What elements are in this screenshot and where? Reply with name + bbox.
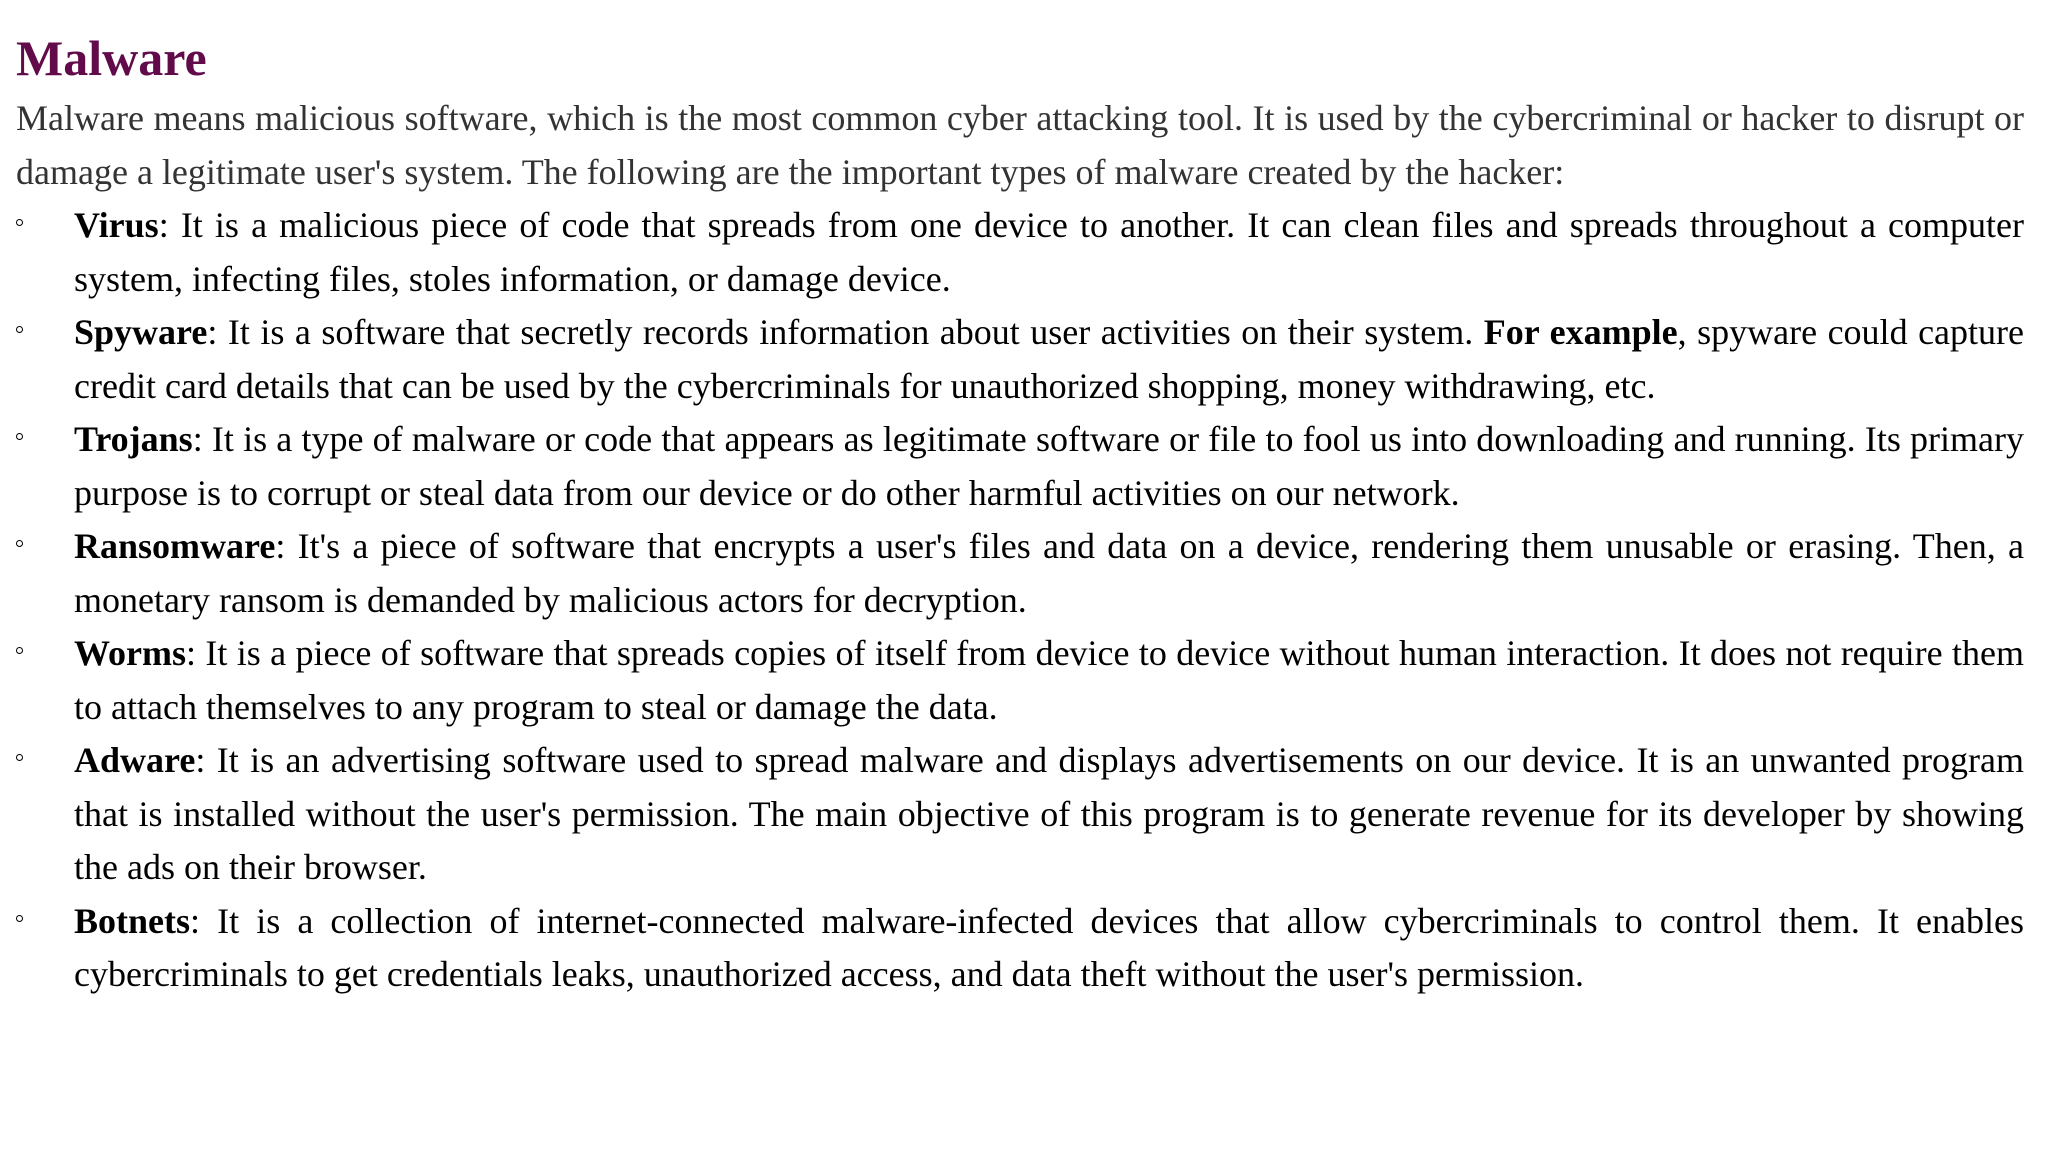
description-adware: : It is an advertising software used to spread malware and displays advertisements on our device. It is an unwanted program that is installed without the user's permission. The main objective of this program is to generate revenue for its developer by showing the ads on their browser. (74, 740, 2024, 887)
intro-paragraph: Malware means malicious software, which is the most common cyber attacking tool. It is used by the cybercriminal or hacker to disrupt or damage a legitimate user's system. The following are the important types of malware created by the hacker: (16, 98, 2024, 192)
term-worms: Worms (74, 633, 186, 673)
circle-bullet-icon (16, 647, 23, 654)
description-virus: : It is a malicious piece of code that spreads from one device to another. It can clean files and spreads throughout a computer system, infecting files, stoles information, or damage device. (74, 205, 2024, 299)
emphasis-for-example: For example (1483, 312, 1678, 352)
term-ransomware: Ransomware (74, 526, 276, 566)
term-botnets: Botnets (74, 900, 190, 941)
list-item-virus (16, 199, 2024, 306)
term-adware: Adware (74, 740, 196, 780)
term-virus: Virus (74, 205, 159, 245)
page-title: Malware (16, 30, 207, 86)
description-ransomware: : It's a piece of software that encrypts a user's files and data on a device, rendering them unusable or erasing. Then, a monetary ransom is demanded by malicious actors for decryption. (74, 526, 2024, 620)
circle-bullet-icon (16, 540, 23, 547)
list-item-adware (16, 734, 2024, 895)
description-spyware-continued: , spyware could capture credit card details that can be used by the cybercriminals for unauthorized shopping, money withdrawing, etc. (74, 312, 2025, 406)
circle-bullet-icon (16, 754, 23, 761)
circle-bullet-icon (16, 326, 23, 333)
list-item-worms (16, 627, 2024, 734)
term-trojans: Trojans (74, 419, 193, 459)
circle-bullet-icon (16, 219, 23, 226)
description-spyware: : It is a software that secretly records information about user activities on their system. (207, 312, 1484, 352)
malware-types-list (16, 199, 2024, 1002)
circle-bullet-icon (16, 433, 23, 440)
circle-bullet-icon (16, 915, 23, 922)
list-item-ransomware (16, 520, 2024, 627)
list-item-trojans (16, 413, 2024, 520)
description-trojans: : It is a type of malware or code that appears as legitimate software or file to fool us into downloading and running. Its primary purpose is to corrupt or steal data from our device or do other harmful activities on our network. (74, 419, 2024, 513)
list-item-botnets (16, 895, 2024, 1002)
description-worms: : It is a piece of software that spreads copies of itself from device to device without human interaction. It does not require them to attach themselves to any program to steal or damage the data. (74, 633, 2024, 727)
term-spyware: Spyware (74, 312, 208, 352)
description-botnets: : It is a collection of internet-connected malware-infected devices that allow cybercriminals to control them. It enables cybercriminals to get credentials leaks, unauthorized access, and data theft without the user's permission. (74, 900, 2024, 994)
list-item-spyware (16, 306, 2024, 413)
